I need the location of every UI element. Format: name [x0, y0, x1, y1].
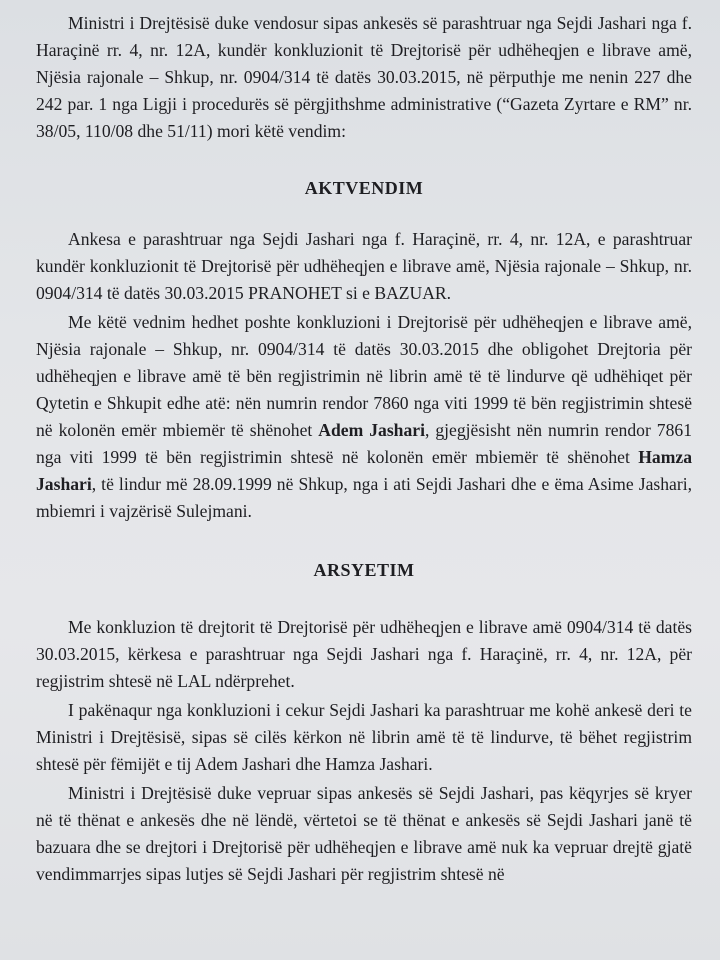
- heading-arsyetim: ARSYETIM: [313, 560, 415, 580]
- child-name-1: Adem Jashari: [318, 420, 425, 440]
- child-name-2: Hamza Jashari: [36, 447, 692, 494]
- reason-paragraph-1: Me konkluzion të drejtorit të Drejtorisë për udhëheqjen e librave amë 0904/314 të datës 30.03.2015, kërkesa e parashtruar nga Sejdi Jashari nga f. Haraçinë, rr. 4, nr. 12A, për regjistrim shtesë në LAL ndërprehet.: [36, 617, 692, 691]
- decision-paragraph-1: Ankesa e parashtruar nga Sejdi Jashari nga f. Haraçinë, rr. 4, nr. 12A, e parashtruar kundër konkluzionit të Drejtorisë për udhëheqjen e librave amë, Njësia rajonale – Shkup, nr. 0904/314 të datës 30.03.2015 PRANOHET si e BAZUAR.: [36, 229, 692, 303]
- intro-paragraph: Ministri i Drejtësisë duke vendosur sipas ankesës së parashtruar nga Sejdi Jashari nga f. Haraçinë rr. 4, nr. 12A, kundër konkluzionit të Drejtorisë për udhëheqjen e librave amë, Njësia rajonale – Shkup, nr. 0904/314 të datës 30.03.2015, në përputhje me nenin 227 dhe 242 par. 1 nga Ligji i procedurës së përgjithshme administrative (“Gazeta Zyrtare e RM” nr. 38/05, 110/08 dhe 51/11) mori këtë vendim:: [36, 13, 692, 141]
- reason-paragraph-2: I pakënaqur nga konkluzioni i cekur Sejdi Jashari ka parashtruar me kohë ankesë deri te Ministri i Drejtësisë, sipas së cilës kërkon në librin amë të të lindurve, të bëhet regjistrim shtesë për fëmijët e tij Adem Jashari dhe Hamza Jashari.: [36, 700, 692, 774]
- decision-text-part-2: , gjegjësisht nën numrin rendor 7861 nga viti 1999 të bën regjistrimin shtesë në kolonën emër mbiemër të shënohet: [36, 420, 692, 467]
- decision-text-part-1: Me këtë vednim hedhet poshte konkluzioni i Drejtorisë për udhëheqjen e librave amë, Njësia rajonale – Shkup, nr. 0904/314 të datës 30.03.2015 dhe obligohet Drejtoria për udhëheqjen e librave amë të bën regjistrimin në librin amë të të lindurve që udhëhiqet për Qytetin e Shkupit edhe atë: nën numrin rendor 7860 nga viti 1999 të bën regjistrimin shtesë në kolonën emër mbiemër të shënohet: [36, 312, 692, 440]
- heading-aktvendim: AKTVENDIM: [304, 178, 424, 198]
- decision-text-part-3: , të lindur më 28.09.1999 në Shkup, nga i ati Sejdi Jashari dhe e ëma Asime Jashari, mbiemri i vajzërisë Sulejmani.: [36, 474, 692, 521]
- reason-paragraph-3: Ministri i Drejtësisë duke vepruar sipas ankesës së Sejdi Jashari, pas këqyrjes së kryer në të thënat e ankesës dhe në lëndë, vërtetoi se të thënat e ankesës së Sejdi Jashari janë të bazuara dhe se drejtori i Drejtorisë për udhëheqjen e librave amë nuk ka vepruar drejtë gjatë vendimmarrjes sipas lutjes së Sejdi Jashari për regjistrim shtesë në: [36, 783, 692, 884]
- decision-paragraph-2: [36, 309, 692, 525]
